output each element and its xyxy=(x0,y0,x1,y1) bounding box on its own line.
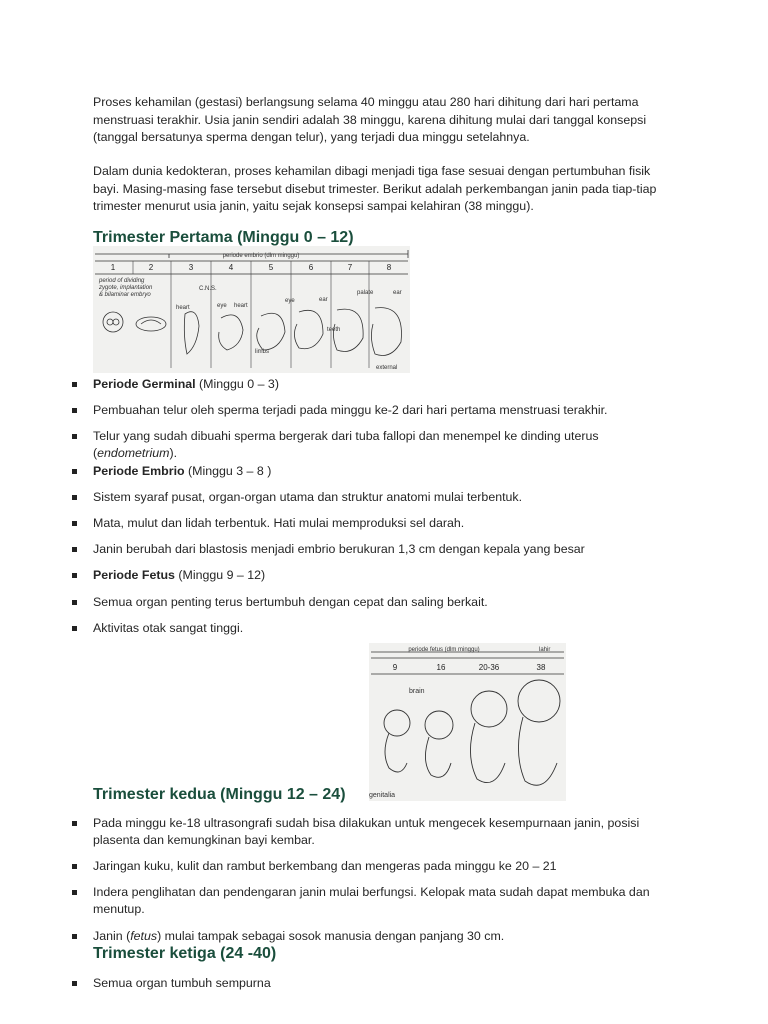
list-item: Telur yang sudah dibuahi sperma bergerak dari tuba fallopi dan menempel ke dinding uterus (endometrium). xyxy=(93,428,678,462)
list-item: Indera penglihatan dan pendengaran janin mulai berfungsi. Kelopak mata sudah dapat membuka dan menutup. xyxy=(93,884,678,918)
list-item: Periode Germinal (Minggu 0 – 3) xyxy=(93,376,678,393)
week-label: 38 xyxy=(536,663,546,672)
label-teeth: teeth xyxy=(327,327,341,333)
week-label: 4 xyxy=(228,263,234,272)
list-item: Pada minggu ke-18 ultrasongrafi sudah bisa dilakukan untuk mengecek kesempurnaan janin, posisi plasenta dan kemungkinan bayi kembar. xyxy=(93,815,678,849)
label-palate: palate xyxy=(357,290,374,296)
embryo-period-label: periode embrio (dlm minggu) xyxy=(222,253,300,259)
list-item: Semua organ tumbuh sempurna xyxy=(93,975,678,992)
label-limbs: limbs xyxy=(255,349,270,355)
list-item: Janin (fetus) mulai tampak sebagai sosok manusia dengan panjang 30 cm. xyxy=(93,928,678,945)
figure-note: zygote, implantation xyxy=(99,285,153,291)
list-item: Mata, mulut dan lidah terbentuk. Hati mulai memproduksi sel darah. xyxy=(93,515,678,532)
label-external: external xyxy=(376,365,398,371)
heading-trimester-2: Trimester kedua (Minggu 12 – 24) xyxy=(93,786,346,803)
heading-trimester-1: Trimester Pertama (Minggu 0 – 12) xyxy=(93,229,354,246)
label-ear: ear xyxy=(319,297,328,303)
label-cns: C.N.S. xyxy=(199,286,217,292)
week-label: 3 xyxy=(188,263,194,272)
label-heart: heart xyxy=(176,305,190,311)
list-item: Janin berubah dari blastosis menjadi embrio berukuran 1,3 cm dengan kepala yang besar xyxy=(93,541,678,558)
label-genitalia: genitalia xyxy=(369,792,396,799)
intro-paragraph-2: Dalam dunia kedokteran, proses kehamilan dibagi menjadi tiga fase sesuai dengan pertumbuhan fisik bayi. Masing-masing fase tersebut disebut trimester. Berikut adalah perkembangan janin pada tiap-tiap trimester menurut usia janin, yaitu sejak konsepsi sampai kelahiran (38 minggu). xyxy=(93,164,657,213)
label-eye: eye xyxy=(217,303,227,309)
week-label: 8 xyxy=(386,263,392,272)
week-label: 9 xyxy=(392,663,398,672)
fetus-development-figure xyxy=(369,643,566,801)
embryo-development-figure xyxy=(93,246,410,373)
week-label: 5 xyxy=(268,263,274,272)
label-eye: eye xyxy=(285,298,295,304)
week-label: 16 xyxy=(436,663,446,672)
intro-paragraph-1: Proses kehamilan (gestasi) berlangsung selama 40 minggu atau 280 hari dihitung dari hari pertama menstruasi terakhir. Usia janin sendiri adalah 38 minggu, karena dihitung mulai dari tanggal konsepsi (tanggal bersatunya sperma dengan telur), yang terjadi dua minggu setelahnya. xyxy=(93,95,647,144)
fetus-period-label: periode fetus (dlm minggu) xyxy=(408,647,480,653)
label-ear: ear xyxy=(393,290,402,296)
list-item: Periode Fetus (Minggu 9 – 12) xyxy=(93,567,678,584)
figure-note: & bilaminar embryo xyxy=(99,292,151,298)
embryo-figure-svg xyxy=(93,246,410,373)
list-item: Pembuahan telur oleh sperma terjadi pada minggu ke-2 dari hari pertama menstruasi terakhir. xyxy=(93,402,678,419)
list-item: Jaringan kuku, kulit dan rambut berkembang dan mengeras pada minggu ke 20 – 21 xyxy=(93,858,678,875)
label-heart: heart xyxy=(234,303,248,309)
birth-label: lahir xyxy=(539,647,551,653)
week-label: 6 xyxy=(308,263,314,272)
fetus-figure-svg xyxy=(369,643,566,801)
figure-note: period of dividing xyxy=(99,278,145,284)
fetus-drawings xyxy=(384,680,560,785)
week-label: 20-36 xyxy=(478,663,500,672)
list-item: Sistem syaraf pusat, organ-organ utama dan struktur anatomi mulai terbentuk. xyxy=(93,489,678,506)
embryo-drawings xyxy=(103,308,401,356)
week-label: 1 xyxy=(110,263,116,272)
week-label: 2 xyxy=(148,263,154,272)
label-brain: brain xyxy=(409,688,425,695)
week-label: 7 xyxy=(347,263,353,272)
list-item: Periode Embrio (Minggu 3 – 8 ) xyxy=(93,463,678,480)
heading-trimester-3: Trimester ketiga (24 -40) xyxy=(93,945,277,962)
list-item: Semua organ penting terus bertumbuh dengan cepat dan saling berkait. xyxy=(93,594,678,611)
list-item: Aktivitas otak sangat tinggi. xyxy=(93,620,678,637)
